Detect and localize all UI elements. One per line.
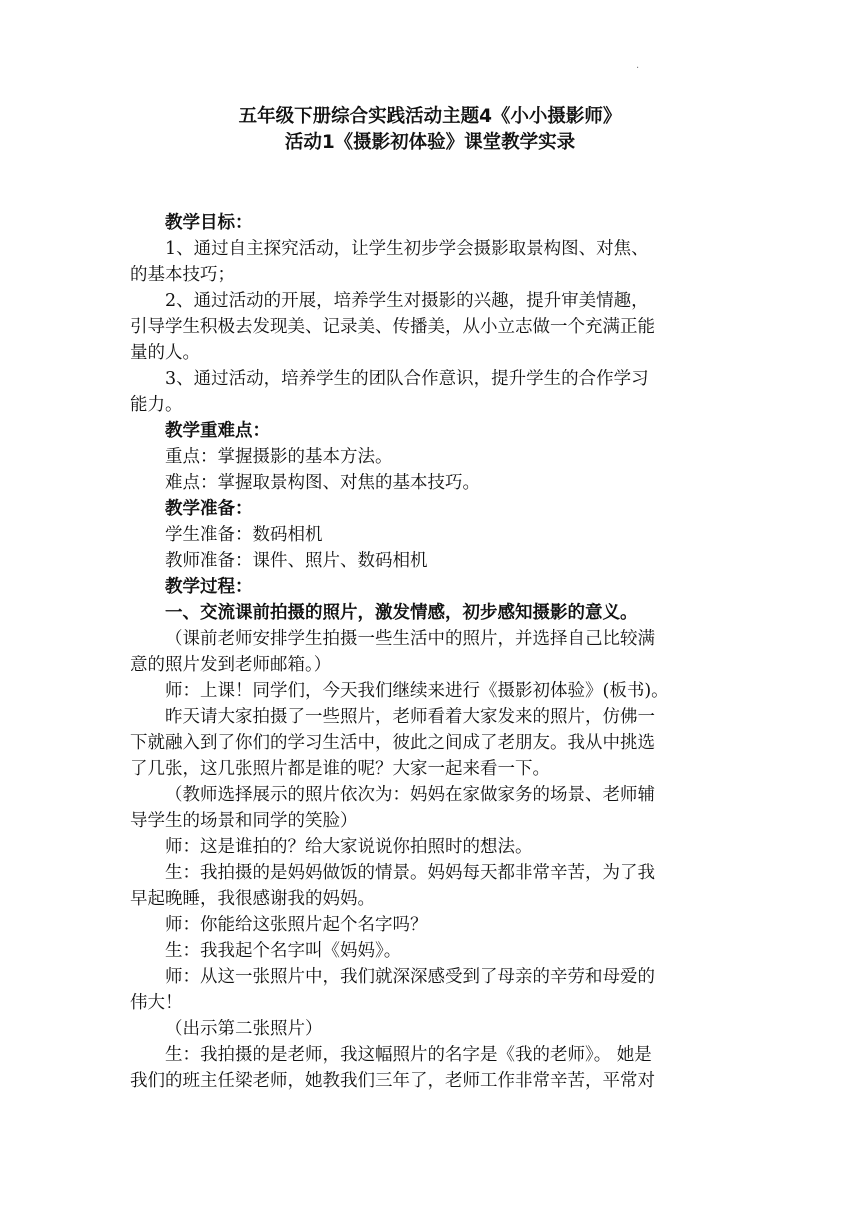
teacher-line: 师：从这一张照片中，我们就深深感受到了母亲的辛劳和母爱的 [165,967,655,987]
objectives-heading: 教学目标： [165,213,253,233]
paragraph-line: 了几张，这几张照片都是谁的呢？大家一起来看一下。 [130,759,550,779]
keypoints-heading: 教学重难点： [165,421,270,441]
objective-2-line-2: 引导学生积极去发现美、记录美、传播美，从小立志做一个充满正能 [130,317,655,337]
difficult-point: 难点：掌握取景构图、对焦的基本技巧。 [165,473,480,493]
teacher-line: 师：上课！同学们，今天我们继续来进行《摄影初体验》(板书)。 [165,681,669,701]
student-line: 我们的班主任梁老师，她教我们三年了，老师工作非常辛苦，平常对 [130,1071,655,1091]
student-line: 早起晚睡，我很感谢我的妈妈。 [130,889,375,909]
paragraph-line: 意的照片发到老师邮箱。） [130,655,332,675]
objective-3-line-1: 3、通过活动，培养学生的团队合作意识，提升学生的合作学习 [165,369,649,389]
objective-2-line-1: 2、通过活动的开展，培养学生对摄影的兴趣，提升审美情趣， [165,291,649,311]
teacher-line: 师：这是谁拍的？给大家说说你拍照时的想法。 [165,837,533,857]
process-heading: 教学过程： [165,577,253,597]
paragraph-line: 昨天请大家拍摄了一些照片，老师看着大家发来的照片，仿佛一 [165,707,655,727]
objective-3-line-2: 能力。 [130,395,183,415]
teacher-line: 师：你能给这张照片起个名字吗？ [165,915,428,935]
corner-mark: . [636,60,640,71]
paragraph-line: 下就融入到了你们的学习生活中，彼此之间成了老朋友。我从中挑选 [130,733,655,753]
objective-1-line-2: 的基本技巧； [130,265,235,285]
paragraph-line: （课前老师安排学生拍摄一些生活中的照片，并选择自己比较满 [165,629,655,649]
key-point: 重点：掌握摄影的基本方法。 [165,447,393,467]
paragraph-line: 导学生的场景和同学的笑脸） [130,811,358,831]
paragraph-line: （出示第二张照片） [165,1019,323,1039]
objective-2-line-3: 量的人。 [130,343,200,363]
student-preparation: 学生准备：数码相机 [165,525,323,545]
objective-1-line-1: 1、通过自主探究活动，让学生初步学会摄影取景构图、对焦、 [165,239,649,259]
document-title: 五年级下册综合实践活动主题4《小小摄影师》 [238,106,622,127]
student-line: 生：我拍摄的是妈妈做饭的情景。妈妈每天都非常辛苦，为了我 [165,863,655,883]
student-line: 生：我拍摄的是老师，我这幅照片的名字是《我的老师》。 她是 [165,1045,652,1065]
teacher-line: 伟大！ [130,993,183,1013]
student-line: 生：我我起个名字叫《妈妈》。 [165,941,402,961]
teacher-preparation: 教师准备：课件、照片、数码相机 [165,551,428,571]
document-subtitle: 活动1《摄影初体验》课堂教学实录 [284,132,576,153]
paragraph-line: （教师选择展示的照片依次为：妈妈在家做家务的场景、老师辅 [165,785,655,805]
process-section-1-title: 一、交流课前拍摄的照片，激发情感，初步感知摄影的意义。 [165,603,638,623]
preparation-heading: 教学准备： [165,499,253,519]
